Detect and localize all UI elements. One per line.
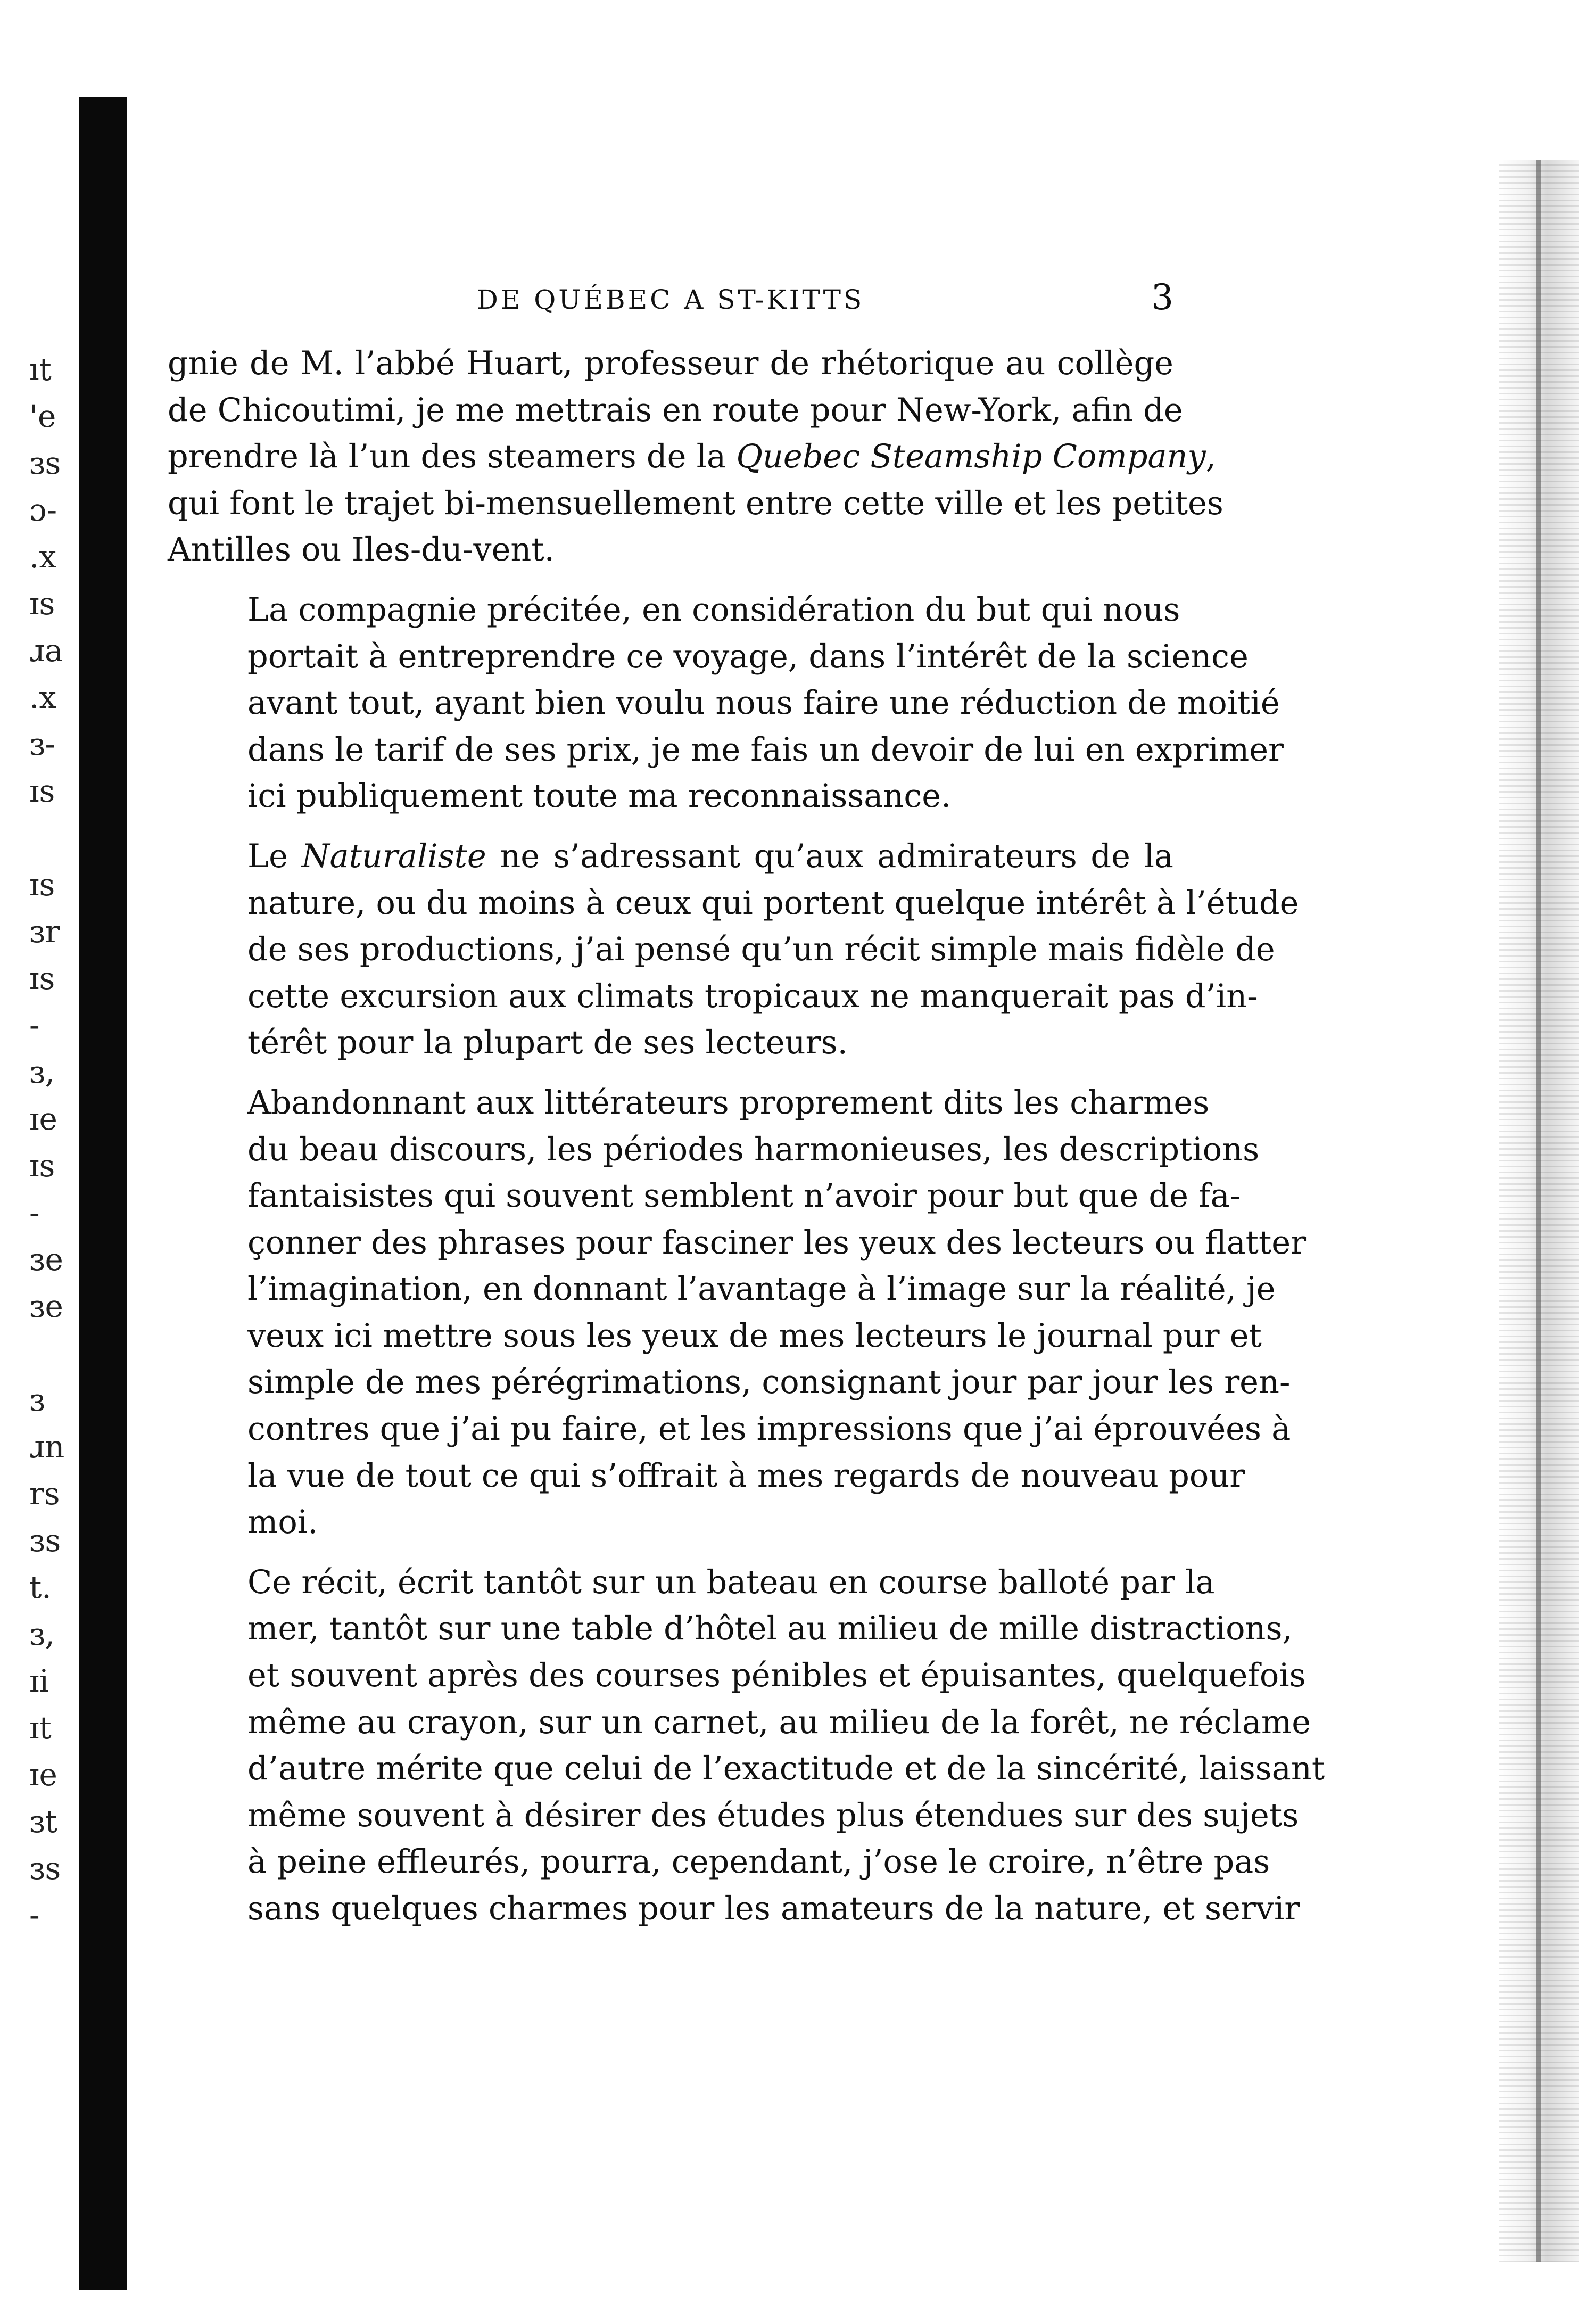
margin-fragment: ɜe	[29, 1288, 63, 1324]
margin-fragment: ɪs	[29, 1148, 55, 1184]
margin-fragment: ɪs	[29, 586, 55, 622]
text-line: moi.	[247, 1504, 318, 1542]
margin-fragment: ɹn	[29, 1429, 65, 1465]
margin-fragment: ɪe	[29, 1757, 57, 1793]
italic-text: Naturaliste	[301, 837, 486, 875]
text-line: sans quelques charmes pour les amateurs de la nature, et servir	[247, 1890, 1300, 1927]
margin-fragment: ɜs	[29, 1850, 61, 1886]
paragraph	[168, 341, 1223, 574]
text-line: de ses productions, j’ai pensé qu’un récit simple mais fidèle de	[247, 931, 1275, 969]
margin-fragment: t.	[29, 1569, 52, 1605]
text-line: contres que j’ai pu faire, et les impressions que j’ai éprouvées à	[247, 1411, 1291, 1448]
binding-shadow	[79, 97, 127, 2290]
margin-fragment: .x	[29, 679, 57, 715]
margin-fragment: ıt	[29, 351, 52, 388]
running-head: DE QUÉBEC A ST-KITTS	[476, 284, 865, 315]
text-line: simple de mes pérégrimations, consignant jour par jour les ren-	[247, 1364, 1291, 1402]
text-line: fantaisistes qui souvent semblent n’avoir pour but que de fa-	[247, 1177, 1241, 1215]
text-line: à peine effleurés, pourra, cependant, j’ose le croire, n’être pas	[247, 1843, 1270, 1881]
text-line: d’autre mérite que celui de l’exactitude et de la sincérité, laissant	[247, 1750, 1325, 1788]
body-text	[168, 341, 1325, 1946]
paragraph	[168, 1080, 1306, 1546]
margin-fragment: ɹa	[29, 632, 63, 669]
text-line: avant tout, ayant bien voulu nous faire une réduction de moitié	[247, 685, 1280, 722]
facing-page-fragments	[29, 346, 77, 1939]
text-line: de Chicoutimi, je me mettrais en route pour New-York, afin de	[168, 391, 1183, 429]
text-line: dans le tarif de ses prix, je me fais un devoir de lui en exprimer	[247, 731, 1284, 769]
margin-fragment: ɜ,	[29, 1616, 55, 1652]
paragraph	[168, 1560, 1325, 1933]
text-line: la vue de tout ce qui s’offrait à mes regards de nouveau pour	[247, 1457, 1245, 1495]
text-line: ici publiquement toute ma reconnaissance.	[247, 778, 952, 815]
margin-fragment: ɜt	[29, 1803, 57, 1840]
margin-fragment: -	[29, 1194, 40, 1231]
page-edge-shadow	[1499, 160, 1579, 2262]
margin-fragment: ɪs	[29, 773, 55, 809]
margin-fragment: .x	[29, 539, 57, 575]
page-header	[168, 277, 1173, 325]
margin-fragment: ɜ,	[29, 1054, 55, 1090]
margin-fragment: ɜs	[29, 1522, 61, 1559]
margin-fragment: ɪs	[29, 960, 55, 996]
page-number: 3	[1151, 277, 1173, 318]
text-line: Abandonnant aux littérateurs proprement dits les charmes	[247, 1084, 1210, 1122]
text-line: portait à entreprendre ce voyage, dans l’intérêt de la science	[247, 638, 1249, 675]
text-line: térêt pour la plupart de ses lecteurs.	[247, 1024, 848, 1062]
text-line: l’imagination, en donnant l’avantage à l’image sur la réalité, je	[247, 1271, 1276, 1308]
text-line: nature, ou du moins à ceux qui portent quelque intérêt à l’étude	[247, 884, 1299, 922]
text-line: Ce récit, écrit tantôt sur un bateau en course balloté par la	[247, 1563, 1215, 1601]
margin-fragment: ɜs	[29, 445, 61, 481]
margin-fragment: rs	[29, 1476, 60, 1512]
text-segment: Le	[247, 837, 302, 875]
margin-fragment: ɜe	[29, 1241, 63, 1278]
text-line: çonner des phrases pour fasciner les yeux des lecteurs ou flatter	[247, 1224, 1306, 1262]
text-line: même souvent à désirer des études plus étendues sur des sujets	[247, 1796, 1299, 1834]
margin-fragment: ɜ-	[29, 726, 56, 762]
page-edge-line	[1536, 160, 1541, 2262]
paragraph	[168, 587, 1284, 820]
margin-fragment: ɔ-	[29, 492, 57, 528]
text-line: même au crayon, sur un carnet, au milieu de la forêt, ne réclame	[247, 1703, 1311, 1741]
margin-fragment: ɪt	[29, 1710, 52, 1746]
text-line: et souvent après des courses pénibles et épuisantes, quelquefois	[247, 1657, 1306, 1695]
text-line: mer, tantôt sur une table d’hôtel au milieu de mille distractions,	[247, 1610, 1293, 1648]
text-line	[168, 434, 1216, 481]
margin-fragment: 'e	[29, 398, 56, 434]
paragraph	[168, 834, 1299, 1067]
margin-fragment: ɜ	[29, 1382, 45, 1418]
text-line: du beau discours, les périodes harmonieuses, les descriptions	[247, 1131, 1260, 1168]
margin-fragment: -	[29, 1007, 40, 1043]
text-line: La compagnie précitée, en considération du but qui nous	[247, 591, 1180, 629]
text-line: veux ici mettre sous les yeux de mes lecteurs le journal pur et	[247, 1317, 1262, 1355]
margin-fragment: -	[29, 1897, 40, 1933]
text-line	[168, 834, 1173, 880]
text-line: cette excursion aux climats tropicaux ne manquerait pas d’in-	[247, 977, 1258, 1015]
margin-fragment	[29, 814, 77, 861]
text-line: qui font le trajet bi-mensuellement entre cette ville et les petites	[168, 484, 1223, 522]
text-line: gnie de M. l’abbé Huart, professeur de rhétorique au collège	[168, 345, 1173, 382]
margin-fragment: ɜr	[29, 913, 60, 950]
margin-fragment: ɪs	[29, 867, 55, 903]
margin-fragment	[29, 1330, 77, 1377]
italic-text: Quebec Steamship Company	[736, 438, 1206, 476]
margin-fragment: ɪe	[29, 1101, 57, 1137]
text-segment: prendre là l’un des steamers de la	[168, 438, 737, 476]
text-line: Antilles ou Iles-du-vent.	[168, 531, 555, 569]
margin-fragment: ɪi	[29, 1663, 49, 1699]
text-segment: ,	[1205, 438, 1216, 476]
text-segment: ne s’adressant qu’aux admirateurs de la	[486, 837, 1173, 875]
